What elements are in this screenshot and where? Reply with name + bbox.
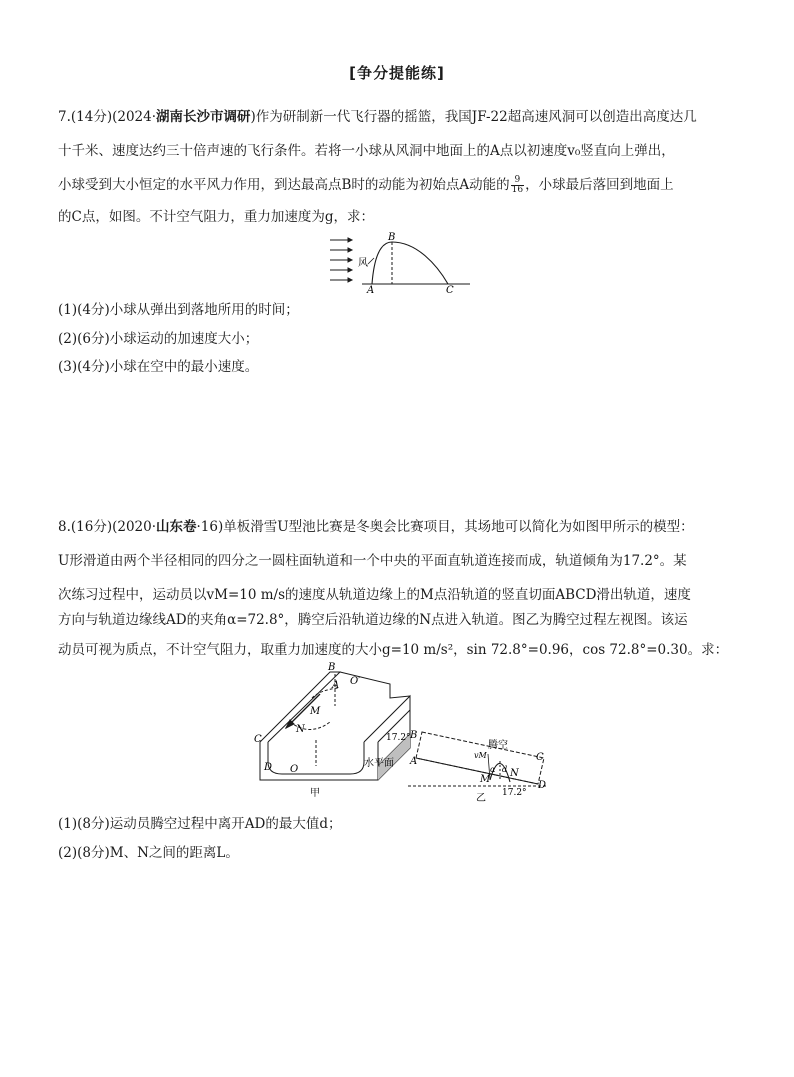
fig-b-label-m: M — [480, 774, 491, 785]
q8-line-4: 方向与轨道边缘线AD的夹角α=72.8°，腾空后沿轨道边缘的N点进入轨道。图乙为腾空过程左视图。该运 — [58, 612, 688, 628]
q8-line-2: U形滑道由两个半径相同的四分之一圆柱面轨道和一个中央的平面直轨道连接而成，轨道倾角为17.2°。某 — [58, 553, 687, 569]
fig-b-jump: 腾空 — [488, 740, 508, 751]
fig-a-ground: 水平面 — [364, 758, 394, 769]
fig-a-angle: 17.2° — [386, 733, 411, 743]
fig-a-label-o: O — [290, 764, 299, 775]
q7-line-2: 十千米、速度达约三十倍声速的飞行条件。若将一小球从风洞中地面上的A点以初速度v₀竖直向上弹出， — [58, 143, 675, 159]
q8-line-5: 动员可视为质点，不计空气阻力，取重力加速度的大小g=10 m/s²，sin 72.8°=0.96，cos 72.8°=0.30。求： — [58, 642, 729, 658]
fig-b-label-d-distance: d — [502, 765, 508, 774]
fig-b-label-vm: vM — [474, 751, 487, 760]
fig-b-label-d: D — [538, 780, 547, 791]
fraction-denominator: 16 — [511, 185, 524, 195]
q8-figure-a — [250, 662, 420, 800]
q8-line-1 — [58, 517, 748, 537]
q7-fraction — [511, 176, 524, 195]
q7-sub-1: (1)(4分)小球从弹出到落地所用的时间； — [58, 302, 299, 318]
fig-a-label-c: C — [254, 734, 262, 745]
point-c-label: C — [446, 285, 454, 294]
q7-number: 7.(14分)(2024· — [58, 109, 157, 125]
q8-source: 山东卷 — [156, 519, 197, 535]
q7-sub-2: (2)(6分)小球运动的加速度大小； — [58, 331, 259, 347]
fraction-numerator: 9 — [511, 176, 524, 186]
fig-a-label-o-prime: O′ — [350, 676, 361, 687]
fig-a-label-b: B — [328, 662, 336, 673]
fig-a-label-d: D — [264, 762, 273, 773]
q7-figure — [322, 230, 472, 294]
q7-line-1 — [58, 107, 748, 127]
q8-number: 8.(16分)(2020· — [58, 519, 157, 535]
fig-b-label-a: A — [410, 756, 418, 767]
section-title: [争分提能练] — [349, 64, 445, 82]
q8-sub-1: (1)(8分)运动员腾空过程中离开AD的最大值d； — [58, 816, 342, 832]
point-a-label: A — [367, 285, 375, 294]
fig-b-label-n: N — [510, 768, 519, 779]
point-b-label: B — [388, 232, 396, 243]
fig-b-label-c: C — [536, 752, 544, 763]
q7-text-1: )作为研制新一代飞行器的摇篮，我国JF-22超高速风洞可以创造出高度达几 — [250, 109, 697, 125]
q8-text-1: ·16)单板滑雪U型池比赛是冬奥会比赛项目，其场地可以简化为如图甲所示的模型： — [196, 519, 694, 535]
q8-sub-2: (2)(8分)M、N之间的距离L。 — [58, 845, 239, 861]
fig-b-label-alpha: α — [490, 765, 496, 774]
q8-figure-b — [408, 724, 558, 802]
q7-source: 湖南长沙市调研 — [156, 109, 251, 125]
fig-a-label-n: N — [296, 724, 305, 735]
q7-line-3 — [58, 175, 748, 195]
q7-text-3b: ，小球最后落回到地面上 — [525, 177, 674, 193]
fig-b-caption: 乙 — [476, 793, 486, 802]
wind-label: 风 — [358, 258, 368, 269]
fig-b-label-b: B — [410, 730, 418, 741]
q7-line-4: 的C点，如图。不计空气阻力，重力加速度为g，求： — [58, 209, 374, 225]
q7-sub-3: (3)(4分)小球在空中的最小速度。 — [58, 359, 259, 375]
fig-b-angle: 17.2° — [502, 788, 527, 798]
fig-a-label-m: M — [310, 706, 321, 717]
fig-a-caption: 甲 — [310, 788, 320, 799]
fig-a-label-a: A — [332, 680, 340, 691]
q7-text-3a: 小球受到大小恒定的水平风力作用，到达最高点B时的动能为初始点A动能的 — [58, 177, 510, 193]
q8-line-3: 次练习过程中，运动员以vM=10 m/s的速度从轨道边缘上的M点沿轨道的竖直切面ABCD滑出轨道，速度 — [58, 587, 691, 603]
